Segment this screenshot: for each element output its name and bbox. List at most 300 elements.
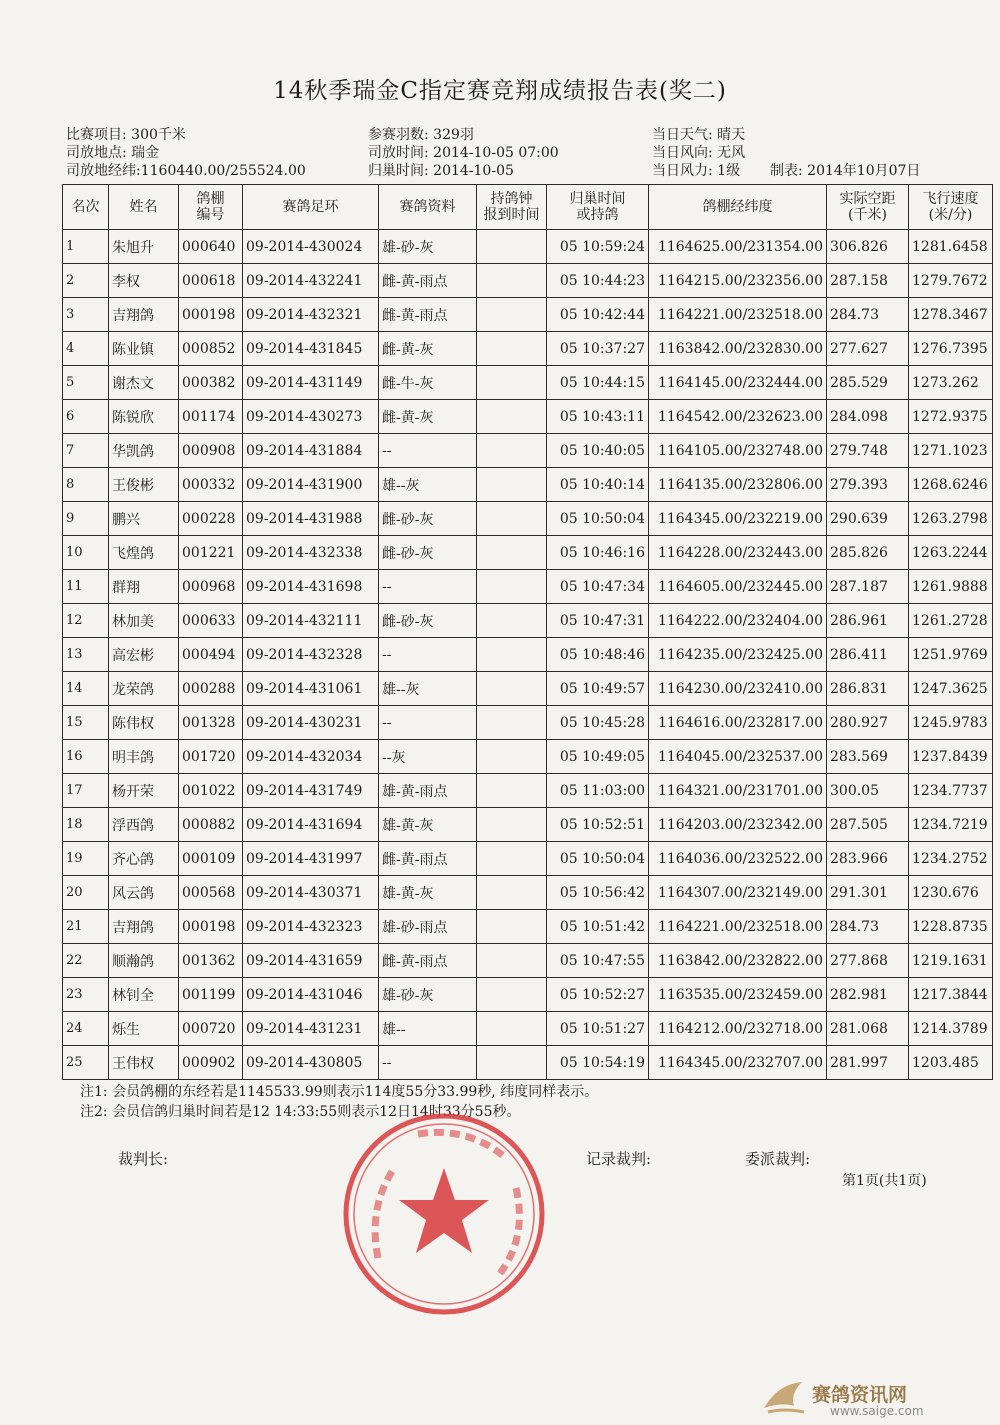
coords-cell: 1164228.00/232443.00	[649, 536, 827, 570]
name-cell: 顺瀚鸽	[109, 944, 179, 978]
clock-time-cell	[477, 638, 547, 672]
bird-info-cell: 雌-牛-灰	[379, 366, 477, 400]
rank-cell: 14	[63, 672, 109, 706]
loft-id-cell: 001221	[179, 536, 243, 570]
arrival-time-cell: 05 10:43:11	[547, 400, 649, 434]
coords-cell: 1164203.00/232342.00	[649, 808, 827, 842]
coords-cell: 1164221.00/232518.00	[649, 298, 827, 332]
rank-cell: 9	[63, 502, 109, 536]
clock-time-cell	[477, 1012, 547, 1046]
rank-cell: 23	[63, 978, 109, 1012]
distance-cell: 283.966	[827, 842, 909, 876]
ring-cell: 09-2014-431988	[243, 502, 379, 536]
meta-made-date: 制表: 2014年10月07日	[770, 163, 921, 179]
clock-time-cell	[477, 366, 547, 400]
bird-info-cell: 雄-黄-灰	[379, 808, 477, 842]
loft-id-cell: 000109	[179, 842, 243, 876]
name-cell: 鹏兴	[109, 502, 179, 536]
table-row	[63, 570, 993, 604]
header-cell: 鸽棚经纬度	[649, 185, 827, 230]
clock-time-cell	[477, 672, 547, 706]
meta-weather: 当日天气: 晴天	[652, 127, 746, 143]
arrival-time-cell: 05 10:37:27	[547, 332, 649, 366]
bird-info-cell: --	[379, 706, 477, 740]
arrival-time-cell: 05 10:59:24	[547, 230, 649, 264]
ring-cell: 09-2014-432328	[243, 638, 379, 672]
clock-time-cell	[477, 332, 547, 366]
ring-cell: 09-2014-432111	[243, 604, 379, 638]
bird-info-cell: 雌-黄-灰	[379, 400, 477, 434]
name-cell: 浮西鸽	[109, 808, 179, 842]
distance-cell: 306.826	[827, 230, 909, 264]
speed-cell: 1279.7672	[909, 264, 993, 298]
meta-col-1	[66, 126, 306, 180]
speed-cell: 1263.2798	[909, 502, 993, 536]
arrival-time-cell: 05 10:50:04	[547, 502, 649, 536]
header-cell: 姓名	[109, 185, 179, 230]
bird-info-cell: 雄-砂-灰	[379, 978, 477, 1012]
table-row	[63, 366, 993, 400]
speed-cell: 1245.9783	[909, 706, 993, 740]
table-row	[63, 808, 993, 842]
bird-info-cell: 雌-黄-雨点	[379, 264, 477, 298]
table-row	[63, 638, 993, 672]
distance-cell: 277.627	[827, 332, 909, 366]
header-cell: 鸽棚 编号	[179, 185, 243, 230]
clock-time-cell	[477, 842, 547, 876]
header-cell: 赛鸽资料	[379, 185, 477, 230]
distance-cell: 284.73	[827, 910, 909, 944]
coords-cell: 1164036.00/232522.00	[649, 842, 827, 876]
loft-id-cell: 000882	[179, 808, 243, 842]
speed-cell: 1276.7395	[909, 332, 993, 366]
arrival-time-cell: 05 10:49:57	[547, 672, 649, 706]
distance-cell: 281.997	[827, 1046, 909, 1080]
ring-cell: 09-2014-431997	[243, 842, 379, 876]
clock-time-cell	[477, 468, 547, 502]
speed-cell: 1268.6246	[909, 468, 993, 502]
rank-cell: 22	[63, 944, 109, 978]
arrival-time-cell: 05 10:47:31	[547, 604, 649, 638]
ring-cell: 09-2014-431845	[243, 332, 379, 366]
loft-id-cell: 000568	[179, 876, 243, 910]
loft-id-cell: 000852	[179, 332, 243, 366]
clock-time-cell	[477, 876, 547, 910]
arrival-time-cell: 05 10:54:19	[547, 1046, 649, 1080]
coords-cell: 1164221.00/232518.00	[649, 910, 827, 944]
recorder-label: 记录裁判:	[586, 1150, 652, 1168]
rank-cell: 8	[63, 468, 109, 502]
loft-id-cell: 001199	[179, 978, 243, 1012]
header-cell: 实际空距 (千米)	[827, 185, 909, 230]
coords-cell: 1164145.00/232444.00	[649, 366, 827, 400]
loft-id-cell: 001328	[179, 706, 243, 740]
distance-cell: 282.981	[827, 978, 909, 1012]
ring-cell: 09-2014-431884	[243, 434, 379, 468]
ring-cell: 09-2014-431900	[243, 468, 379, 502]
table-row	[63, 604, 993, 638]
name-cell: 杨开荣	[109, 774, 179, 808]
arrival-time-cell: 05 11:03:00	[547, 774, 649, 808]
table-body	[63, 230, 993, 1080]
meta-release-coords: 司放地经纬:1160440.00/255524.00	[66, 163, 306, 179]
bird-info-cell: 雌-黄-雨点	[379, 298, 477, 332]
speed-cell: 1217.3844	[909, 978, 993, 1012]
note-1: 注1: 会员鸽棚的东经若是1145533.99则表示114度55分33.99秒, 纬度同样表示。	[80, 1084, 599, 1100]
arrival-time-cell: 05 10:44:23	[547, 264, 649, 298]
distance-cell: 287.158	[827, 264, 909, 298]
arrival-time-cell: 05 10:52:51	[547, 808, 649, 842]
bird-info-cell: 雌-黄-雨点	[379, 842, 477, 876]
page-number: 第1页(共1页)	[842, 1173, 927, 1189]
name-cell: 陈锐欣	[109, 400, 179, 434]
loft-id-cell: 000720	[179, 1012, 243, 1046]
clock-time-cell	[477, 808, 547, 842]
speed-cell: 1272.9375	[909, 400, 993, 434]
distance-cell: 300.05	[827, 774, 909, 808]
rank-cell: 19	[63, 842, 109, 876]
arrival-time-cell: 05 10:51:27	[547, 1012, 649, 1046]
rank-cell: 12	[63, 604, 109, 638]
bird-info-cell: 雄--	[379, 1012, 477, 1046]
clock-time-cell	[477, 944, 547, 978]
clock-time-cell	[477, 502, 547, 536]
coords-cell: 1164321.00/231701.00	[649, 774, 827, 808]
table-row	[63, 774, 993, 808]
watermark-url: www.saige.com	[830, 1404, 924, 1418]
arrival-time-cell: 05 10:56:42	[547, 876, 649, 910]
table-row	[63, 468, 993, 502]
meta-col-3	[652, 126, 745, 180]
coords-cell: 1164345.00/232707.00	[649, 1046, 827, 1080]
meta-wind-force: 当日风力: 1级	[652, 163, 741, 179]
name-cell: 烁生	[109, 1012, 179, 1046]
clock-time-cell	[477, 570, 547, 604]
loft-id-cell: 000640	[179, 230, 243, 264]
ring-cell: 09-2014-431659	[243, 944, 379, 978]
speed-cell: 1237.8439	[909, 740, 993, 774]
bird-info-cell: 雄-黄-灰	[379, 876, 477, 910]
loft-id-cell: 000198	[179, 910, 243, 944]
distance-cell: 280.927	[827, 706, 909, 740]
bird-info-cell: 雄-黄-雨点	[379, 774, 477, 808]
loft-id-cell: 001362	[179, 944, 243, 978]
clock-time-cell	[477, 706, 547, 740]
assigned-label: 委派裁判:	[745, 1150, 811, 1168]
watermark-logo	[760, 1378, 992, 1420]
ring-cell: 09-2014-431694	[243, 808, 379, 842]
ring-cell: 09-2014-430273	[243, 400, 379, 434]
rank-cell: 24	[63, 1012, 109, 1046]
distance-cell: 287.187	[827, 570, 909, 604]
header-cell: 持鸽钟 报到时间	[477, 185, 547, 230]
distance-cell: 287.505	[827, 808, 909, 842]
ring-cell: 09-2014-430231	[243, 706, 379, 740]
coords-cell: 1164135.00/232806.00	[649, 468, 827, 502]
loft-id-cell: 000902	[179, 1046, 243, 1080]
name-cell: 陈业镇	[109, 332, 179, 366]
clock-time-cell	[477, 978, 547, 1012]
rank-cell: 20	[63, 876, 109, 910]
arrival-time-cell: 05 10:46:16	[547, 536, 649, 570]
header-cell: 赛鸽足环	[243, 185, 379, 230]
header-cell: 归巢时间 或持鸽	[547, 185, 649, 230]
bird-info-cell: 雌-砂-灰	[379, 536, 477, 570]
table-row	[63, 978, 993, 1012]
name-cell: 谢杰文	[109, 366, 179, 400]
speed-cell: 1261.2728	[909, 604, 993, 638]
bird-info-cell: 雌-砂-灰	[379, 604, 477, 638]
speed-cell: 1230.676	[909, 876, 993, 910]
distance-cell: 285.529	[827, 366, 909, 400]
loft-id-cell: 000633	[179, 604, 243, 638]
loft-id-cell: 001022	[179, 774, 243, 808]
speed-cell: 1278.3467	[909, 298, 993, 332]
coords-cell: 1164105.00/232748.00	[649, 434, 827, 468]
results-table	[62, 184, 993, 1080]
speed-cell: 1214.3789	[909, 1012, 993, 1046]
loft-id-cell: 000332	[179, 468, 243, 502]
table-row	[63, 876, 993, 910]
distance-cell: 279.748	[827, 434, 909, 468]
coords-cell: 1164230.00/232410.00	[649, 672, 827, 706]
rank-cell: 18	[63, 808, 109, 842]
speed-cell: 1228.8735	[909, 910, 993, 944]
speed-cell: 1263.2244	[909, 536, 993, 570]
loft-id-cell: 001720	[179, 740, 243, 774]
bird-info-cell: 雌-黄-灰	[379, 332, 477, 366]
ring-cell: 09-2014-432034	[243, 740, 379, 774]
clock-time-cell	[477, 400, 547, 434]
table-row	[63, 910, 993, 944]
clock-time-cell	[477, 774, 547, 808]
arrival-time-cell: 05 10:48:46	[547, 638, 649, 672]
name-cell: 高宏彬	[109, 638, 179, 672]
bird-info-cell: 雄-砂-雨点	[379, 910, 477, 944]
ring-cell: 09-2014-430371	[243, 876, 379, 910]
rank-cell: 17	[63, 774, 109, 808]
distance-cell: 285.826	[827, 536, 909, 570]
meta-return-date: 归巢时间: 2014-10-05	[368, 163, 514, 179]
report-title: 14秋季瑞金C指定赛竞翔成绩报告表(奖二)	[273, 78, 727, 104]
name-cell: 吉翔鸽	[109, 910, 179, 944]
name-cell: 林加美	[109, 604, 179, 638]
name-cell: 飞煌鸽	[109, 536, 179, 570]
bird-info-cell: 雄--灰	[379, 468, 477, 502]
coords-cell: 1164625.00/231354.00	[649, 230, 827, 264]
arrival-time-cell: 05 10:50:04	[547, 842, 649, 876]
name-cell: 李权	[109, 264, 179, 298]
name-cell: 群翔	[109, 570, 179, 604]
rank-cell: 5	[63, 366, 109, 400]
arrival-time-cell: 05 10:47:34	[547, 570, 649, 604]
bird-info-cell: 雄-砂-灰	[379, 230, 477, 264]
name-cell: 林钊全	[109, 978, 179, 1012]
table-row	[63, 502, 993, 536]
table-row	[63, 434, 993, 468]
clock-time-cell	[477, 910, 547, 944]
clock-time-cell	[477, 264, 547, 298]
bird-info-cell: --灰	[379, 740, 477, 774]
meta-col-2	[368, 126, 559, 180]
name-cell: 王伟权	[109, 1046, 179, 1080]
clock-time-cell	[477, 604, 547, 638]
pigeon-logo-icon	[760, 1378, 808, 1420]
distance-cell: 291.301	[827, 876, 909, 910]
distance-cell: 286.411	[827, 638, 909, 672]
judge-label: 裁判长:	[118, 1150, 169, 1168]
speed-cell: 1203.485	[909, 1046, 993, 1080]
ring-cell: 09-2014-430024	[243, 230, 379, 264]
name-cell: 华凯鸽	[109, 434, 179, 468]
name-cell: 龙荣鸽	[109, 672, 179, 706]
coords-cell: 1163842.00/232830.00	[649, 332, 827, 366]
table-row	[63, 706, 993, 740]
bird-info-cell: --	[379, 638, 477, 672]
coords-cell: 1164345.00/232219.00	[649, 502, 827, 536]
clock-time-cell	[477, 434, 547, 468]
ring-cell: 09-2014-432323	[243, 910, 379, 944]
ring-cell: 09-2014-430805	[243, 1046, 379, 1080]
speed-cell: 1247.3625	[909, 672, 993, 706]
coords-cell: 1163535.00/232459.00	[649, 978, 827, 1012]
rank-cell: 16	[63, 740, 109, 774]
arrival-time-cell: 05 10:40:14	[547, 468, 649, 502]
bird-info-cell: --	[379, 570, 477, 604]
name-cell: 朱旭升	[109, 230, 179, 264]
coords-cell: 1164215.00/232356.00	[649, 264, 827, 298]
loft-id-cell: 000382	[179, 366, 243, 400]
table-row	[63, 740, 993, 774]
clock-time-cell	[477, 1046, 547, 1080]
table-row	[63, 332, 993, 366]
coords-cell: 1164307.00/232149.00	[649, 876, 827, 910]
meta-release-time: 司放时间: 2014-10-05 07:00	[368, 145, 559, 161]
clock-time-cell	[477, 230, 547, 264]
rank-cell: 21	[63, 910, 109, 944]
distance-cell: 286.961	[827, 604, 909, 638]
distance-cell: 286.831	[827, 672, 909, 706]
table-row	[63, 1046, 993, 1080]
ring-cell: 09-2014-432241	[243, 264, 379, 298]
speed-cell: 1234.7737	[909, 774, 993, 808]
name-cell: 齐心鸽	[109, 842, 179, 876]
ring-cell: 09-2014-431061	[243, 672, 379, 706]
table-row	[63, 536, 993, 570]
rank-cell: 3	[63, 298, 109, 332]
rank-cell: 7	[63, 434, 109, 468]
rank-cell: 11	[63, 570, 109, 604]
coords-cell: 1164235.00/232425.00	[649, 638, 827, 672]
rank-cell: 13	[63, 638, 109, 672]
distance-cell: 284.73	[827, 298, 909, 332]
official-stamp-icon	[338, 1108, 550, 1320]
bird-info-cell: 雄--灰	[379, 672, 477, 706]
clock-time-cell	[477, 740, 547, 774]
arrival-time-cell: 05 10:42:44	[547, 298, 649, 332]
speed-cell: 1234.2752	[909, 842, 993, 876]
name-cell: 明丰鸽	[109, 740, 179, 774]
distance-cell: 290.639	[827, 502, 909, 536]
ring-cell: 09-2014-431749	[243, 774, 379, 808]
arrival-time-cell: 05 10:45:28	[547, 706, 649, 740]
speed-cell: 1234.7219	[909, 808, 993, 842]
table-row	[63, 264, 993, 298]
arrival-time-cell: 05 10:47:55	[547, 944, 649, 978]
distance-cell: 281.068	[827, 1012, 909, 1046]
coords-cell: 1164222.00/232404.00	[649, 604, 827, 638]
meta-wind-direction: 当日风向: 无风	[652, 145, 746, 161]
speed-cell: 1219.1631	[909, 944, 993, 978]
rank-cell: 2	[63, 264, 109, 298]
loft-id-cell: 000228	[179, 502, 243, 536]
ring-cell: 09-2014-431046	[243, 978, 379, 1012]
loft-id-cell: 000494	[179, 638, 243, 672]
meta-release-site: 司放地点: 瑞金	[66, 145, 160, 161]
rank-cell: 25	[63, 1046, 109, 1080]
name-cell: 王俊彬	[109, 468, 179, 502]
ring-cell: 09-2014-431149	[243, 366, 379, 400]
bird-info-cell: 雌-砂-灰	[379, 502, 477, 536]
arrival-time-cell: 05 10:51:42	[547, 910, 649, 944]
loft-id-cell: 000618	[179, 264, 243, 298]
loft-id-cell: 000198	[179, 298, 243, 332]
arrival-time-cell: 05 10:49:05	[547, 740, 649, 774]
bird-info-cell: 雌-黄-雨点	[379, 944, 477, 978]
name-cell: 陈伟权	[109, 706, 179, 740]
loft-id-cell: 001174	[179, 400, 243, 434]
coords-cell: 1163842.00/232822.00	[649, 944, 827, 978]
meta-entries: 参赛羽数: 329羽	[368, 127, 474, 143]
table-row	[63, 298, 993, 332]
arrival-time-cell: 05 10:40:05	[547, 434, 649, 468]
loft-id-cell: 000908	[179, 434, 243, 468]
header-cell: 飞行速度 (米/分)	[909, 185, 993, 230]
table-row	[63, 944, 993, 978]
table-row	[63, 842, 993, 876]
table-header-row	[63, 185, 993, 230]
coords-cell: 1164605.00/232445.00	[649, 570, 827, 604]
speed-cell: 1261.9888	[909, 570, 993, 604]
distance-cell: 283.569	[827, 740, 909, 774]
ring-cell: 09-2014-432321	[243, 298, 379, 332]
loft-id-cell: 000288	[179, 672, 243, 706]
watermark-name: 赛鸽资讯网	[812, 1384, 908, 1406]
rank-cell: 1	[63, 230, 109, 264]
speed-cell: 1273.262	[909, 366, 993, 400]
rank-cell: 6	[63, 400, 109, 434]
loft-id-cell: 000968	[179, 570, 243, 604]
coords-cell: 1164045.00/232537.00	[649, 740, 827, 774]
name-cell: 风云鸽	[109, 876, 179, 910]
coords-cell: 1164542.00/232623.00	[649, 400, 827, 434]
name-cell: 吉翔鸽	[109, 298, 179, 332]
distance-cell: 284.098	[827, 400, 909, 434]
arrival-time-cell: 05 10:52:27	[547, 978, 649, 1012]
arrival-time-cell: 05 10:44:15	[547, 366, 649, 400]
coords-cell: 1164616.00/232817.00	[649, 706, 827, 740]
ring-cell: 09-2014-432338	[243, 536, 379, 570]
bird-info-cell: --	[379, 434, 477, 468]
speed-cell: 1251.9769	[909, 638, 993, 672]
meta-distance: 比赛项目: 300千米	[66, 127, 186, 143]
rank-cell: 10	[63, 536, 109, 570]
table-row	[63, 400, 993, 434]
distance-cell: 279.393	[827, 468, 909, 502]
speed-cell: 1271.1023	[909, 434, 993, 468]
header-cell: 名次	[63, 185, 109, 230]
table-row	[63, 1012, 993, 1046]
